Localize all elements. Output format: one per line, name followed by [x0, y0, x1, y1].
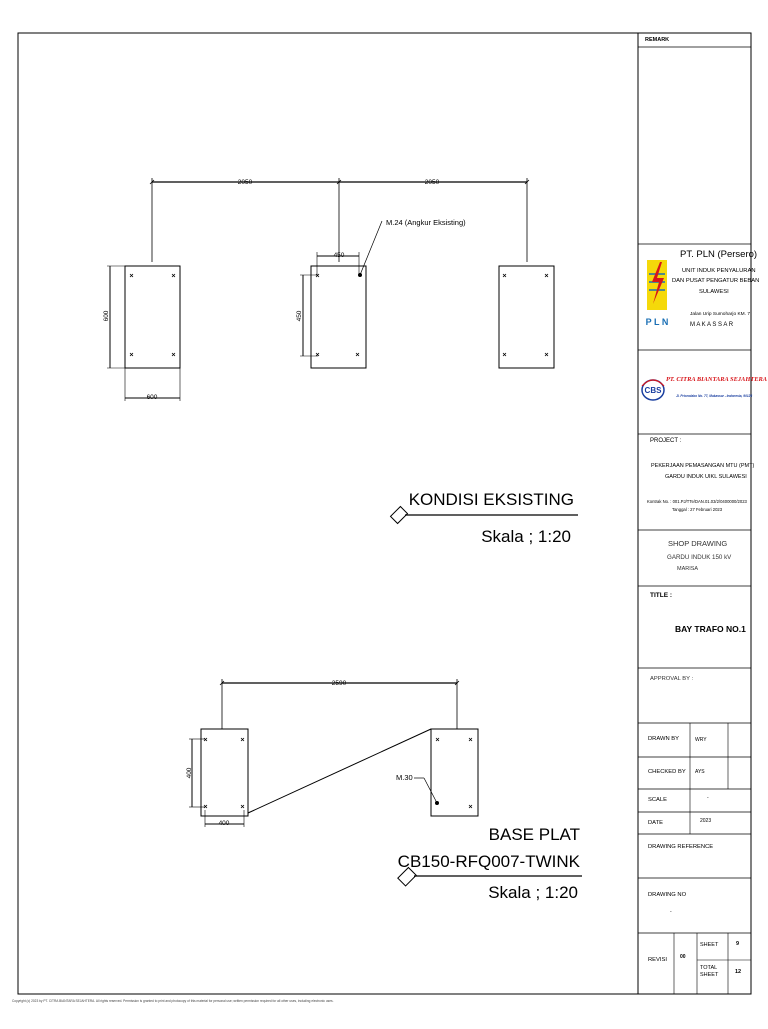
total-sheet-label: TOTAL SHEET [700, 965, 719, 979]
shop-drawing-substation: GARDU INDUK 150 kV [667, 554, 732, 561]
dim-top-right: 2050 [424, 179, 440, 186]
remark-label: REMARK [645, 37, 670, 43]
drawing-title-base-plat: BASE PLAT [488, 825, 580, 844]
cbs-logo [642, 380, 664, 400]
checked-by-label: CHECKED BY [648, 769, 686, 775]
drawing-kondisi-eksisting [103, 178, 578, 546]
revisi-label: REVISI [648, 957, 668, 963]
project-line1: PEKERJAAN PEMASANGAN MTU (PMT) [651, 463, 755, 469]
shop-drawing-title: SHOP DRAWING [668, 539, 728, 548]
scale-label: SCALE [648, 797, 668, 803]
owner-address-line1: Jalan Urip Sumoharjo KM. 7 [690, 312, 750, 317]
scale-value: - [707, 795, 709, 801]
svg-text:CBS: CBS [644, 386, 662, 395]
dim-height-400: 400 [186, 767, 193, 779]
base-plate-middle [311, 266, 366, 368]
title-block [638, 47, 751, 994]
dim-small-height: 450 [296, 310, 303, 322]
date-label: DATE [648, 820, 664, 826]
owner-unit-line3: SULAWESI [699, 289, 729, 295]
title-value: BAY TRAFO NO.1 [675, 624, 746, 634]
drawing-border [18, 33, 751, 994]
base-plate-left [125, 266, 180, 368]
owner-unit-line2: DAN PUSAT PENGATUR BEBAN [672, 278, 760, 284]
contractor-name: PT. CITRA BIANTARA SEJAHTERA [666, 376, 767, 383]
drawing-no-label: DRAWING NO [648, 892, 687, 898]
contractor-address: Jl. Prionolabo No. 77, Makassar - Indonesia, 90128 [676, 394, 753, 398]
shop-drawing-location: MARISA [677, 566, 699, 572]
title-label: TITLE : [650, 592, 673, 599]
drawing-no-value: - [670, 909, 672, 915]
revisi-value: 00 [680, 954, 686, 960]
dim-small-width: 450 [333, 252, 345, 259]
copyright-notice: Copyright (c) 2023 by PT. CITRA BIANTARA SEJAHTERA. All rights reserved. Permission is granted to print and photocopy of this material for personal use; written permission required for all other uses, including electronic uses. [12, 999, 334, 1003]
dim-top-left: 2050 [237, 179, 253, 186]
drawing-scale-eksisting: Skala ; 1:20 [481, 527, 571, 546]
contract-no: Kontrak No. : 001.PJ/TTe/DAN.01.03/2/0400000/2023 [647, 499, 747, 504]
pln-logo-text: P L N [645, 317, 669, 327]
drawing-scale-base-plat: Skala ; 1:20 [488, 883, 578, 902]
owner-name: PT. PLN (Persero) [680, 249, 758, 260]
dim-top-2590: 2590 [331, 680, 347, 687]
drawn-by-label: DRAWN BY [648, 736, 680, 742]
date-value: 2023 [700, 818, 712, 824]
drawn-by-value: WRY [695, 737, 707, 743]
checked-by-value: AYS [695, 769, 705, 775]
sheet-value: 9 [736, 941, 740, 947]
dim-width-400: 400 [218, 820, 230, 827]
dim-bottom-width: 600 [146, 394, 158, 401]
pln-logo [646, 260, 669, 327]
sheet-label: SHEET [700, 942, 719, 948]
base-plate-right [499, 266, 554, 368]
anchor-label-m30: M.30 [396, 773, 413, 782]
dim-left-height: 600 [103, 310, 110, 322]
drawing-reference-label: DRAWING REFERENCE [648, 844, 714, 850]
owner-address-line2: M A K A S S A R [690, 322, 734, 328]
drawing-base-plat [186, 679, 582, 902]
contract-date: Tanggal : 27 Februari 2023 [672, 507, 723, 512]
drawing-code: CB150-RFQ007-TWINK [397, 852, 580, 871]
owner-unit-line1: UNIT INDUK PENYALURAN [682, 268, 756, 274]
project-label: PROJECT : [650, 438, 682, 444]
approval-label: APPROVAL BY : [650, 676, 694, 682]
anchor-label-m24: M.24 (Angkur Eksisting) [386, 218, 466, 227]
base-plate-new-left [201, 729, 248, 816]
project-line2: GARDU INDUK UIKL SULAWESI [665, 474, 747, 480]
drawing-title-eksisting: KONDISI EKSISTING [408, 490, 574, 509]
total-sheet-value: 12 [735, 969, 742, 975]
